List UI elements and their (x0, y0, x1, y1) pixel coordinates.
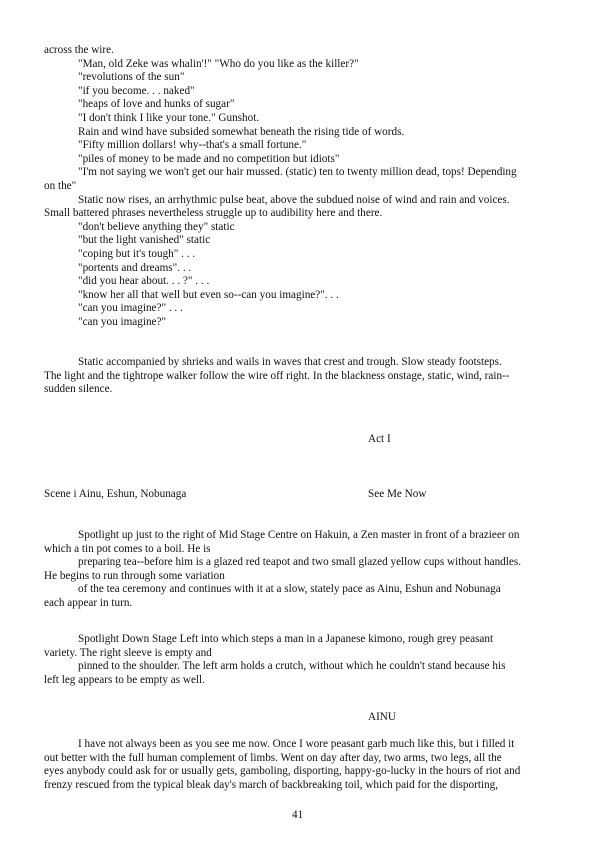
text-line: across the wire. (44, 44, 114, 56)
text-line: of the tea ceremony and continues with it at a slow, stately pace as Ainu, Eshun and Nobunaga (78, 583, 501, 596)
text-line: each appear in turn. (44, 597, 133, 609)
text-line: Spotlight Down Stage Left into which steps a man in a Japanese kimono, rough grey peasant (78, 633, 494, 645)
text-line: frenzy rescued from the typical bleak day's march of backbreaking toil, which paid for the disporting, (44, 778, 499, 791)
scene-title: See Me Now (368, 488, 427, 500)
text-line: I have not always been as you see me now. Once I wore peasant garb much like this, but i filled it (78, 738, 515, 750)
text-line: "don't believe anything they" static (78, 220, 235, 233)
act-heading: Act I (368, 433, 391, 445)
text-line: "Fifty million dollars! why--that's a small fortune." (78, 139, 307, 152)
text-line: "can you imagine?" . . . (78, 302, 183, 315)
text-line: sudden silence. (44, 383, 113, 396)
text-line: "but the light vanished" static (78, 234, 211, 247)
text-line: on the" (44, 180, 77, 192)
text-line: "heaps of love and hunks of sugar" (78, 98, 235, 111)
text-line: "revolutions of the sun" (78, 71, 185, 84)
text-line: pinned to the shoulder. The left arm holds a crutch, without which he couldn't stand because his (78, 660, 506, 673)
text-line: which a tin pot comes to a boil. He is (44, 542, 211, 555)
text-line: Rain and wind have subsided somewhat beneath the rising tide of words. (78, 125, 405, 138)
text-line: "piles of money to be made and no competition but idiots" (78, 152, 340, 165)
text-line: "coping but it's tough" . . . (78, 248, 196, 260)
text-line: "can you imagine?" (78, 316, 167, 328)
text-line: Static accompanied by shrieks and wails in waves that crest and trough. Slow steady footsteps. (78, 356, 502, 368)
text-line: "Man, old Zeke was whalin'!" "Who do you like as the killer?" (78, 57, 359, 70)
text-line: He begins to run through some variation (44, 569, 225, 582)
page-number: 41 (292, 809, 304, 821)
text-line: "if you become. . . naked" (78, 84, 195, 97)
speaker-name: AINU (368, 711, 396, 723)
text-line: "I'm not saying we won't get our hair mussed. (static) ten to twenty million dead, tops! Depending (78, 166, 517, 179)
text-line: "know her all that well but even so--can you imagine?". . . (78, 288, 339, 301)
text-line: left leg appears to be empty as well. (44, 673, 205, 686)
text-line: eyes anybody could ask for or usually gets, gamboling, disporting, happy-go-lucky in the hours of riot and (44, 765, 521, 778)
text-line: variety. The right sleeve is empty and (44, 646, 212, 659)
text-line: Static now rises, an arrhythmic pulse beat, above the subdued noise of wind and rain and voices. (78, 193, 510, 206)
text-line: Spotlight up just to the right of Mid Stage Centre on Hakuin, a Zen master in front of a brazieer on (78, 529, 520, 541)
text-line: preparing tea--before him is a glazed red teapot and two small glazed yellow cups without handles. (78, 556, 521, 569)
text-line: Small battered phrases nevertheless struggle up to audibility here and there. (44, 207, 383, 220)
text-line: "did you hear about. . . ?" . . . (78, 275, 210, 288)
text-line: out better with the full human complement of limbs. Went on day after day, two arms, two legs, all the (44, 751, 502, 764)
text-line: The light and the tightrope walker follow the wire off right. In the blackness onstage, static, wind, rain-- (44, 369, 510, 382)
scene-label: Scene i Ainu, Eshun, Nobunaga (44, 488, 187, 500)
text-line: "portents and dreams". . . (78, 261, 192, 274)
text-line: "I don't think I like your tone." Gunshot. (78, 112, 260, 124)
